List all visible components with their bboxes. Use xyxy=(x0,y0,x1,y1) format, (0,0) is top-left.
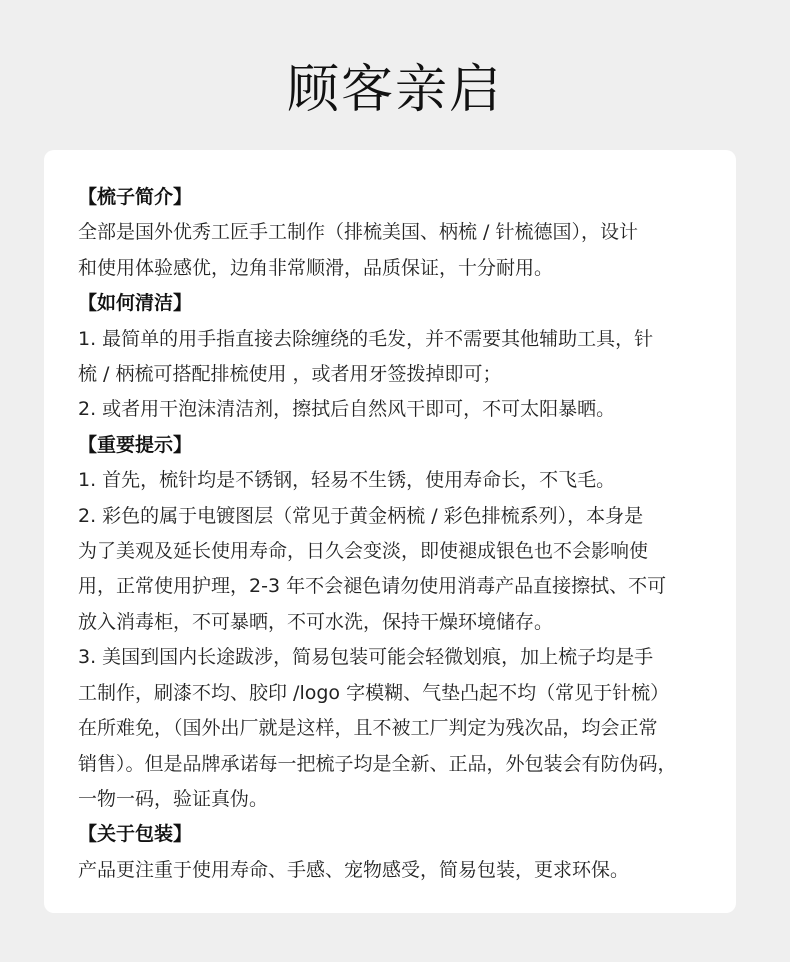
section-text-line: 用，正常使用护理，2-3 年不会褪色请勿使用消毒产品直接擦拭、不可 xyxy=(78,575,667,598)
section-text-line: 1. 首先，梳针均是不锈钢，轻易不生锈，使用寿命长，不飞毛。 xyxy=(78,469,616,492)
section-text-line: 2. 或者用干泡沫清洁剂，擦拭后自然风干即可，不可太阳暴晒。 xyxy=(78,398,616,421)
section-heading-cleaning: 【如何清洁】 xyxy=(78,292,193,315)
page-title: 顾客亲启 xyxy=(286,60,503,120)
section-text-line: 一物一码，验证真伪。 xyxy=(78,787,269,810)
section-heading-packaging: 【关于包装】 xyxy=(78,823,193,846)
section-text-line: 产品更注重于使用寿命、手感、宠物感受，简易包装，更求环保。 xyxy=(78,858,630,881)
section-heading-important-tips: 【重要提示】 xyxy=(78,433,193,456)
section-text-line: 在所难免，（国外出厂就是这样，且不被工厂判定为残次品，均会正常 xyxy=(78,717,658,740)
section-text-line: 3. 美国到国内长途跋涉，简易包装可能会轻微划痕，加上梳子均是手 xyxy=(78,646,654,669)
notice-card xyxy=(44,150,736,913)
section-text-line: 放入消毒柜，不可暴晒，不可水洗，保持干燥环境储存。 xyxy=(78,610,554,633)
section-heading-comb-intro: 【梳子简介】 xyxy=(78,186,193,208)
section-text-line: 工制作，刷漆不均、胶印 /logo 字模糊、气垫凸起不均（常见于针梳） xyxy=(78,681,670,704)
section-text-line: 为了美观及延长使用寿命，日久会变淡，即使褪成银色也不会影响使 xyxy=(78,540,649,563)
section-text-line: 1. 最简单的用手指直接去除缠绕的毛发，并不需要其他辅助工具，针 xyxy=(78,327,654,350)
section-text-line: 和使用体验感优，边角非常顺滑，品质保证，十分耐用。 xyxy=(78,256,554,279)
section-text-line: 梳 / 柄梳可搭配排梳使用 ，或者用牙签拨掉即可； xyxy=(78,363,502,386)
section-text-line: 全部是国外优秀工匠手工制作（排梳美国、柄梳 / 针梳德国），设计 xyxy=(78,221,638,244)
section-text-line: 2. 彩色的属于电镀图层（常见于黄金柄梳 / 彩色排梳系列），本身是 xyxy=(78,504,644,527)
section-text-line: 销售）。但是品牌承诺每一把梳子均是全新、正品，外包装会有防伪码， xyxy=(78,752,677,775)
